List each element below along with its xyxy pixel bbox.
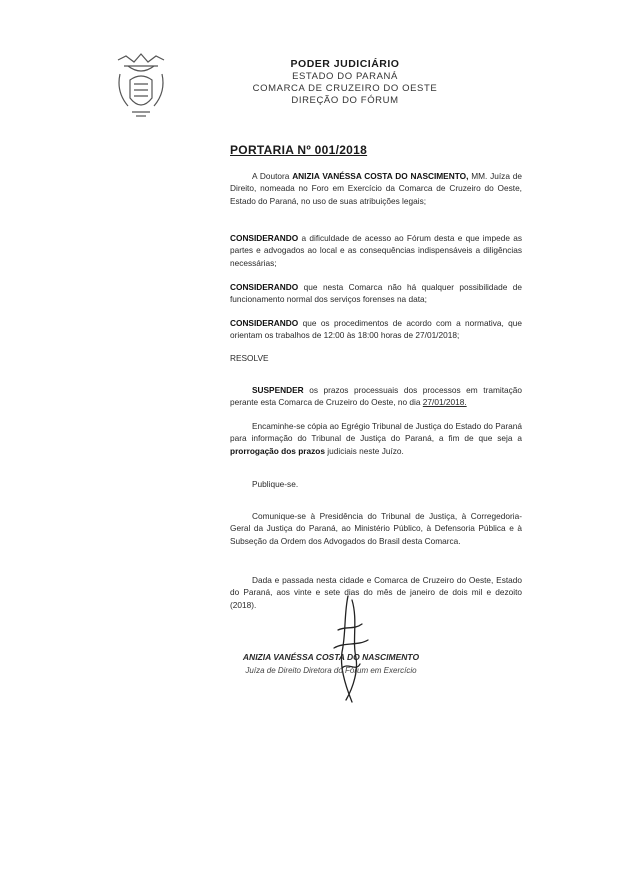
letterhead bbox=[230, 58, 460, 107]
intro-paragraph: A Doutora ANIZIA VANÉSSA COSTA DO NASCIMENTO, MM. Juíza de Direito, nomeada no Foro em Exercício da Comarca de Cruzeiro do Oeste, Estado do Paraná, no uso de suas atribuições legais; bbox=[230, 171, 522, 206]
closing-paragraph: Dada e passada nesta cidade e Comarca de Cruzeiro do Oeste, Estado do Paraná, aos vinte e sete dias do mês de janeiro de dois mil e dezoito (2018). bbox=[230, 575, 522, 610]
header-state: ESTADO DO PARANÁ bbox=[292, 71, 398, 82]
document-title: PORTARIA Nº 001/2018 bbox=[230, 143, 368, 157]
header-comarca: COMARCA DE CRUZEIRO DO OESTE bbox=[252, 83, 438, 94]
considerando-1: CONSIDERANDO a dificuldade de acesso ao Fórum desta e que impede as partes e advogados ao local e as consequências indispensáveis a diligências necessárias; bbox=[230, 233, 522, 268]
signature-name: ANIZIA VANÉSSA COSTA DO NASCIMENTO bbox=[242, 652, 420, 662]
header-court: PODER JUDICIÁRIO bbox=[290, 58, 400, 70]
considerando-2: CONSIDERANDO que nesta Comarca não há qualquer possibilidade de funcionamento normal dos serviços forenses na data; bbox=[230, 282, 523, 305]
suspender-paragraph: SUSPENDER os prazos processuais dos processos em tramitação perante esta Comarca de Cruzeiro do Oeste, no dia 27/01/2018. bbox=[230, 385, 523, 408]
header-direction: DIREÇÃO DO FÓRUM bbox=[291, 95, 399, 106]
considerando-3: CONSIDERANDO que os procedimentos de acordo com a normativa, que orientam os trabalhos de 12:00 às 18:00 horas de 27/01/2018; bbox=[230, 318, 522, 341]
suspension-date: 27/01/2018. bbox=[422, 397, 467, 408]
communication-paragraph: Encaminhe-se cópia ao Egrégio Tribunal de Justiça do Estado do Paraná para informação do Tribunal de Justiça do Paraná, a fim de que seja a prorrogação dos prazos judiciais neste Juízo. bbox=[230, 421, 522, 456]
coat-of-arms-seal bbox=[112, 52, 170, 122]
publish-line: Publique-se. bbox=[252, 479, 299, 489]
notify-paragraph: Comunique-se à Presidência do Tribunal de Justiça, à Corregedoria-Geral da Justiça do Paraná, ao Ministério Público, à Defensoria Pública e à Subseção da Ordem dos Advogados do Brasil desta Comarca. bbox=[230, 511, 522, 546]
resolve-heading: RESOLVE bbox=[230, 353, 269, 363]
handwritten-signature bbox=[318, 590, 378, 708]
judge-name: ANIZIA VANÉSSA COSTA DO NASCIMENTO, bbox=[292, 171, 469, 181]
signature-role: Juíza de Direito Diretora do Fórum em Exercício bbox=[245, 666, 417, 675]
